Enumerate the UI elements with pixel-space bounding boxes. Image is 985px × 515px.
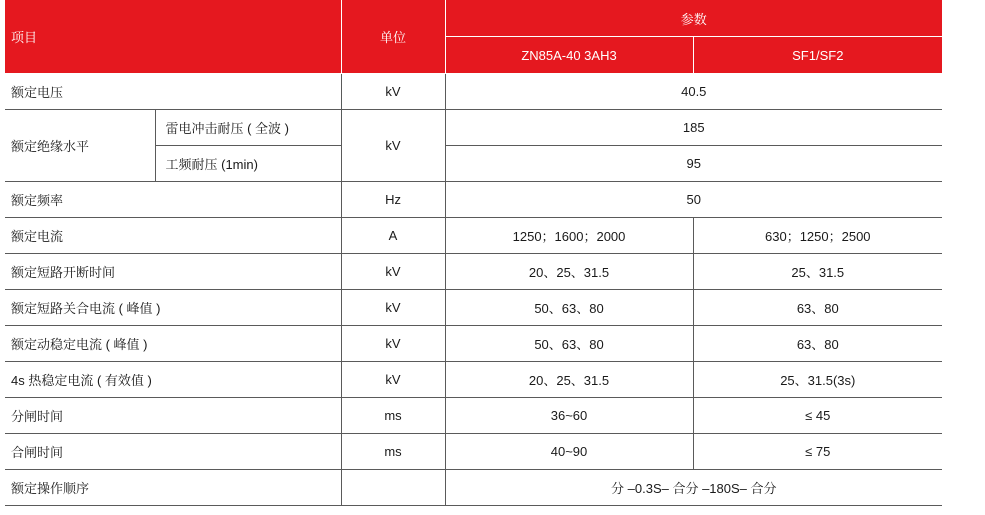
row-value-a: 20、25、31.5 (445, 362, 693, 398)
row-value-a: 20、25、31.5 (445, 254, 693, 290)
row-value-a: 1250；1600；2000 (445, 218, 693, 254)
row-item: 额定短路开断时间 (5, 254, 341, 290)
row-unit (341, 470, 445, 506)
header-model-a: ZN85A-40 3AH3 (445, 37, 693, 74)
row-item: 合闸时间 (5, 434, 341, 470)
row-item: 额定短路关合电流 ( 峰值 ) (5, 290, 341, 326)
row-subitem: 雷电冲击耐压 ( 全波 ) (155, 110, 341, 146)
header-row (5, 0, 942, 37)
row-value-b: 63、80 (693, 326, 942, 362)
row-value-b: ≤ 45 (693, 398, 942, 434)
row-value-b: 25、31.5(3s) (693, 362, 942, 398)
row-value: 40.5 (445, 74, 942, 110)
row-unit: kV (341, 326, 445, 362)
table-row (5, 110, 942, 146)
row-subitem: 工频耐压 (1min) (155, 146, 341, 182)
row-item: 额定电压 (5, 74, 341, 110)
row-unit: kV (341, 254, 445, 290)
table-row (5, 254, 942, 290)
row-unit: ms (341, 398, 445, 434)
row-item: 分闸时间 (5, 398, 341, 434)
row-unit: kV (341, 110, 445, 182)
row-value: 95 (445, 146, 942, 182)
row-item: 额定电流 (5, 218, 341, 254)
row-unit: kV (341, 362, 445, 398)
row-value-a: 40~90 (445, 434, 693, 470)
table-row (5, 182, 942, 218)
row-item: 额定绝缘水平 (5, 110, 155, 182)
table-row (5, 470, 942, 506)
header-model-b: SF1/SF2 (693, 37, 942, 74)
row-unit: kV (341, 74, 445, 110)
row-item: 额定频率 (5, 182, 341, 218)
table-row (5, 326, 942, 362)
row-value-a: 36~60 (445, 398, 693, 434)
row-unit: Hz (341, 182, 445, 218)
row-value: 185 (445, 110, 942, 146)
header-unit: 单位 (341, 0, 445, 74)
row-value-b: 25、31.5 (693, 254, 942, 290)
row-item: 额定动稳定电流 ( 峰值 ) (5, 326, 341, 362)
spec-table (5, 0, 942, 506)
table-row (5, 434, 942, 470)
row-unit: A (341, 218, 445, 254)
row-value-b: 63、80 (693, 290, 942, 326)
row-value-b: 630；1250；2500 (693, 218, 942, 254)
header-item: 项目 (5, 0, 341, 74)
row-value: 50 (445, 182, 942, 218)
row-unit: ms (341, 434, 445, 470)
row-unit: kV (341, 290, 445, 326)
table-row (5, 398, 942, 434)
row-value-b: ≤ 75 (693, 434, 942, 470)
table-row (5, 362, 942, 398)
table-row (5, 218, 942, 254)
header-params: 参数 (445, 0, 942, 37)
row-value-a: 50、63、80 (445, 326, 693, 362)
row-item: 4s 热稳定电流 ( 有效值 ) (5, 362, 341, 398)
row-value: 分 –0.3S– 合分 –180S– 合分 (445, 470, 942, 506)
table-row (5, 74, 942, 110)
row-item: 额定操作顺序 (5, 470, 341, 506)
row-value-a: 50、63、80 (445, 290, 693, 326)
table-row (5, 290, 942, 326)
